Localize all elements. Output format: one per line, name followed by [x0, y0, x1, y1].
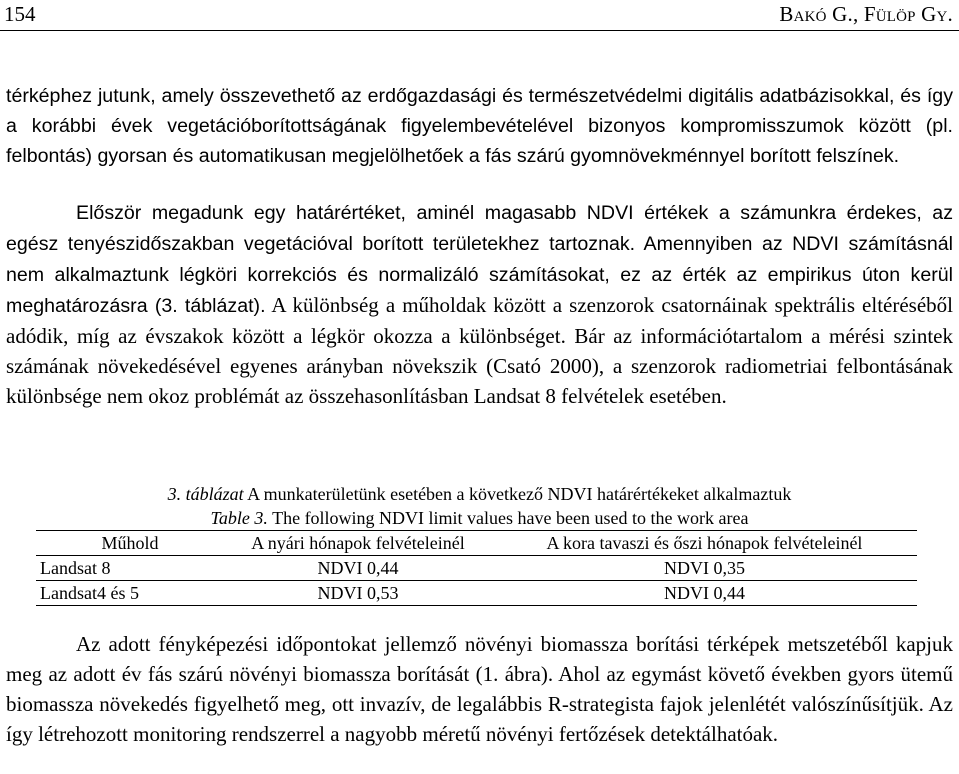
table-header-summer: A nyári hónapok felvételeinél [251, 533, 465, 553]
table-cell-summer: NDVI 0,53 [317, 583, 399, 603]
paragraph-biomass-text: Az adott fényképezési időpontokat jellemző növényi biomassza borítási térképek metszetéből kapjuk meg az adott év fás szárú növényi biomassza borítását (1. ábra). Ahol az egymást követő években gyors ütemű biomassza növekedés figyelhető meg, ott invazív, de legalábbis R-strategista fajok jelenlétét valószínűsítjük. Az így létrehozott monitoring rendszerrel a nagyobb méretű növényi fertőzések detektálhatóak. [6, 632, 953, 746]
table-caption-en-text: The following NDVI limit values have been used to the work area [267, 508, 749, 528]
table-cell-summer: NDVI 0,44 [317, 558, 399, 578]
running-head-authors: Bakó G., Fülöp Gy. [779, 2, 953, 26]
paragraph-threshold-sentence-2: A különbség a műholdak között a szenzorok csatornáinak spektrális eltéréséből adódik, míg az évszakok között a légkör okozza a különbséget. [6, 293, 953, 348]
page-number: 154 [4, 2, 36, 26]
table-caption-hu-text: A munkaterületünk esetében a következő NDVI határértékeket alkalmaztuk [243, 484, 792, 504]
paragraph-intro: térképhez jutunk, amely összevethető az erdőgazdasági és természetvédelmi digitális adatbázisokkal, és így a korábbi évek vegetációborítottságának figyelembevételével bizonyos kompromisszumok között (pl. felbontás) gyorsan és automatikusan megjelölhetőek a fás szárú gyomnövekménnyel borított felszínek. [6, 85, 953, 167]
table-caption-en-label: Table 3. [210, 508, 268, 528]
paragraph-threshold [6, 197, 953, 411]
table-cell-satellite: Landsat4 és 5 [40, 583, 139, 603]
table-header-spring-autumn: A kora tavaszi és őszi hónapok felvételeinél [546, 533, 863, 553]
table-caption-english [0, 507, 959, 529]
table-header-row [36, 531, 917, 556]
table-header-satellite: Műhold [101, 533, 159, 553]
table-caption-hungarian [0, 483, 959, 505]
page-header [0, 0, 959, 31]
table-row [36, 581, 917, 606]
paragraph-biomass [6, 629, 953, 749]
table-row [36, 556, 917, 581]
table-caption-hu-label: 3. táblázat [167, 484, 244, 504]
ndvi-threshold-table [36, 530, 917, 606]
table-cell-satellite: Landsat 8 [40, 558, 111, 578]
table-cell-spring-autumn: NDVI 0,44 [664, 583, 745, 603]
paragraph-threshold-sentence-1: Először megadunk egy határértéket, aminél magasabb NDVI értékek a számunkra érdekes, az egész tenyészidőszakban vegetációval borított területekhez tartoznak. Amennyiben az NDVI számításnál nem alkalmaztunk légköri korrekciós és normalizáló számításokat, ez az érték az empirikus úton kerül meghatározásra (3. táblázat). [6, 202, 953, 317]
table-cell-spring-autumn: NDVI 0,35 [664, 558, 745, 578]
paragraph-threshold-sentence-3: Bár az információtartalom a mérési szintek számának növekedésével egyenes arányban növekszik (Csató 2000), a szenzorok radiometriai felbontásának különbsége nem okoz problémát az összehasonlításban Landsat 8 felvételek esetében. [6, 324, 953, 408]
